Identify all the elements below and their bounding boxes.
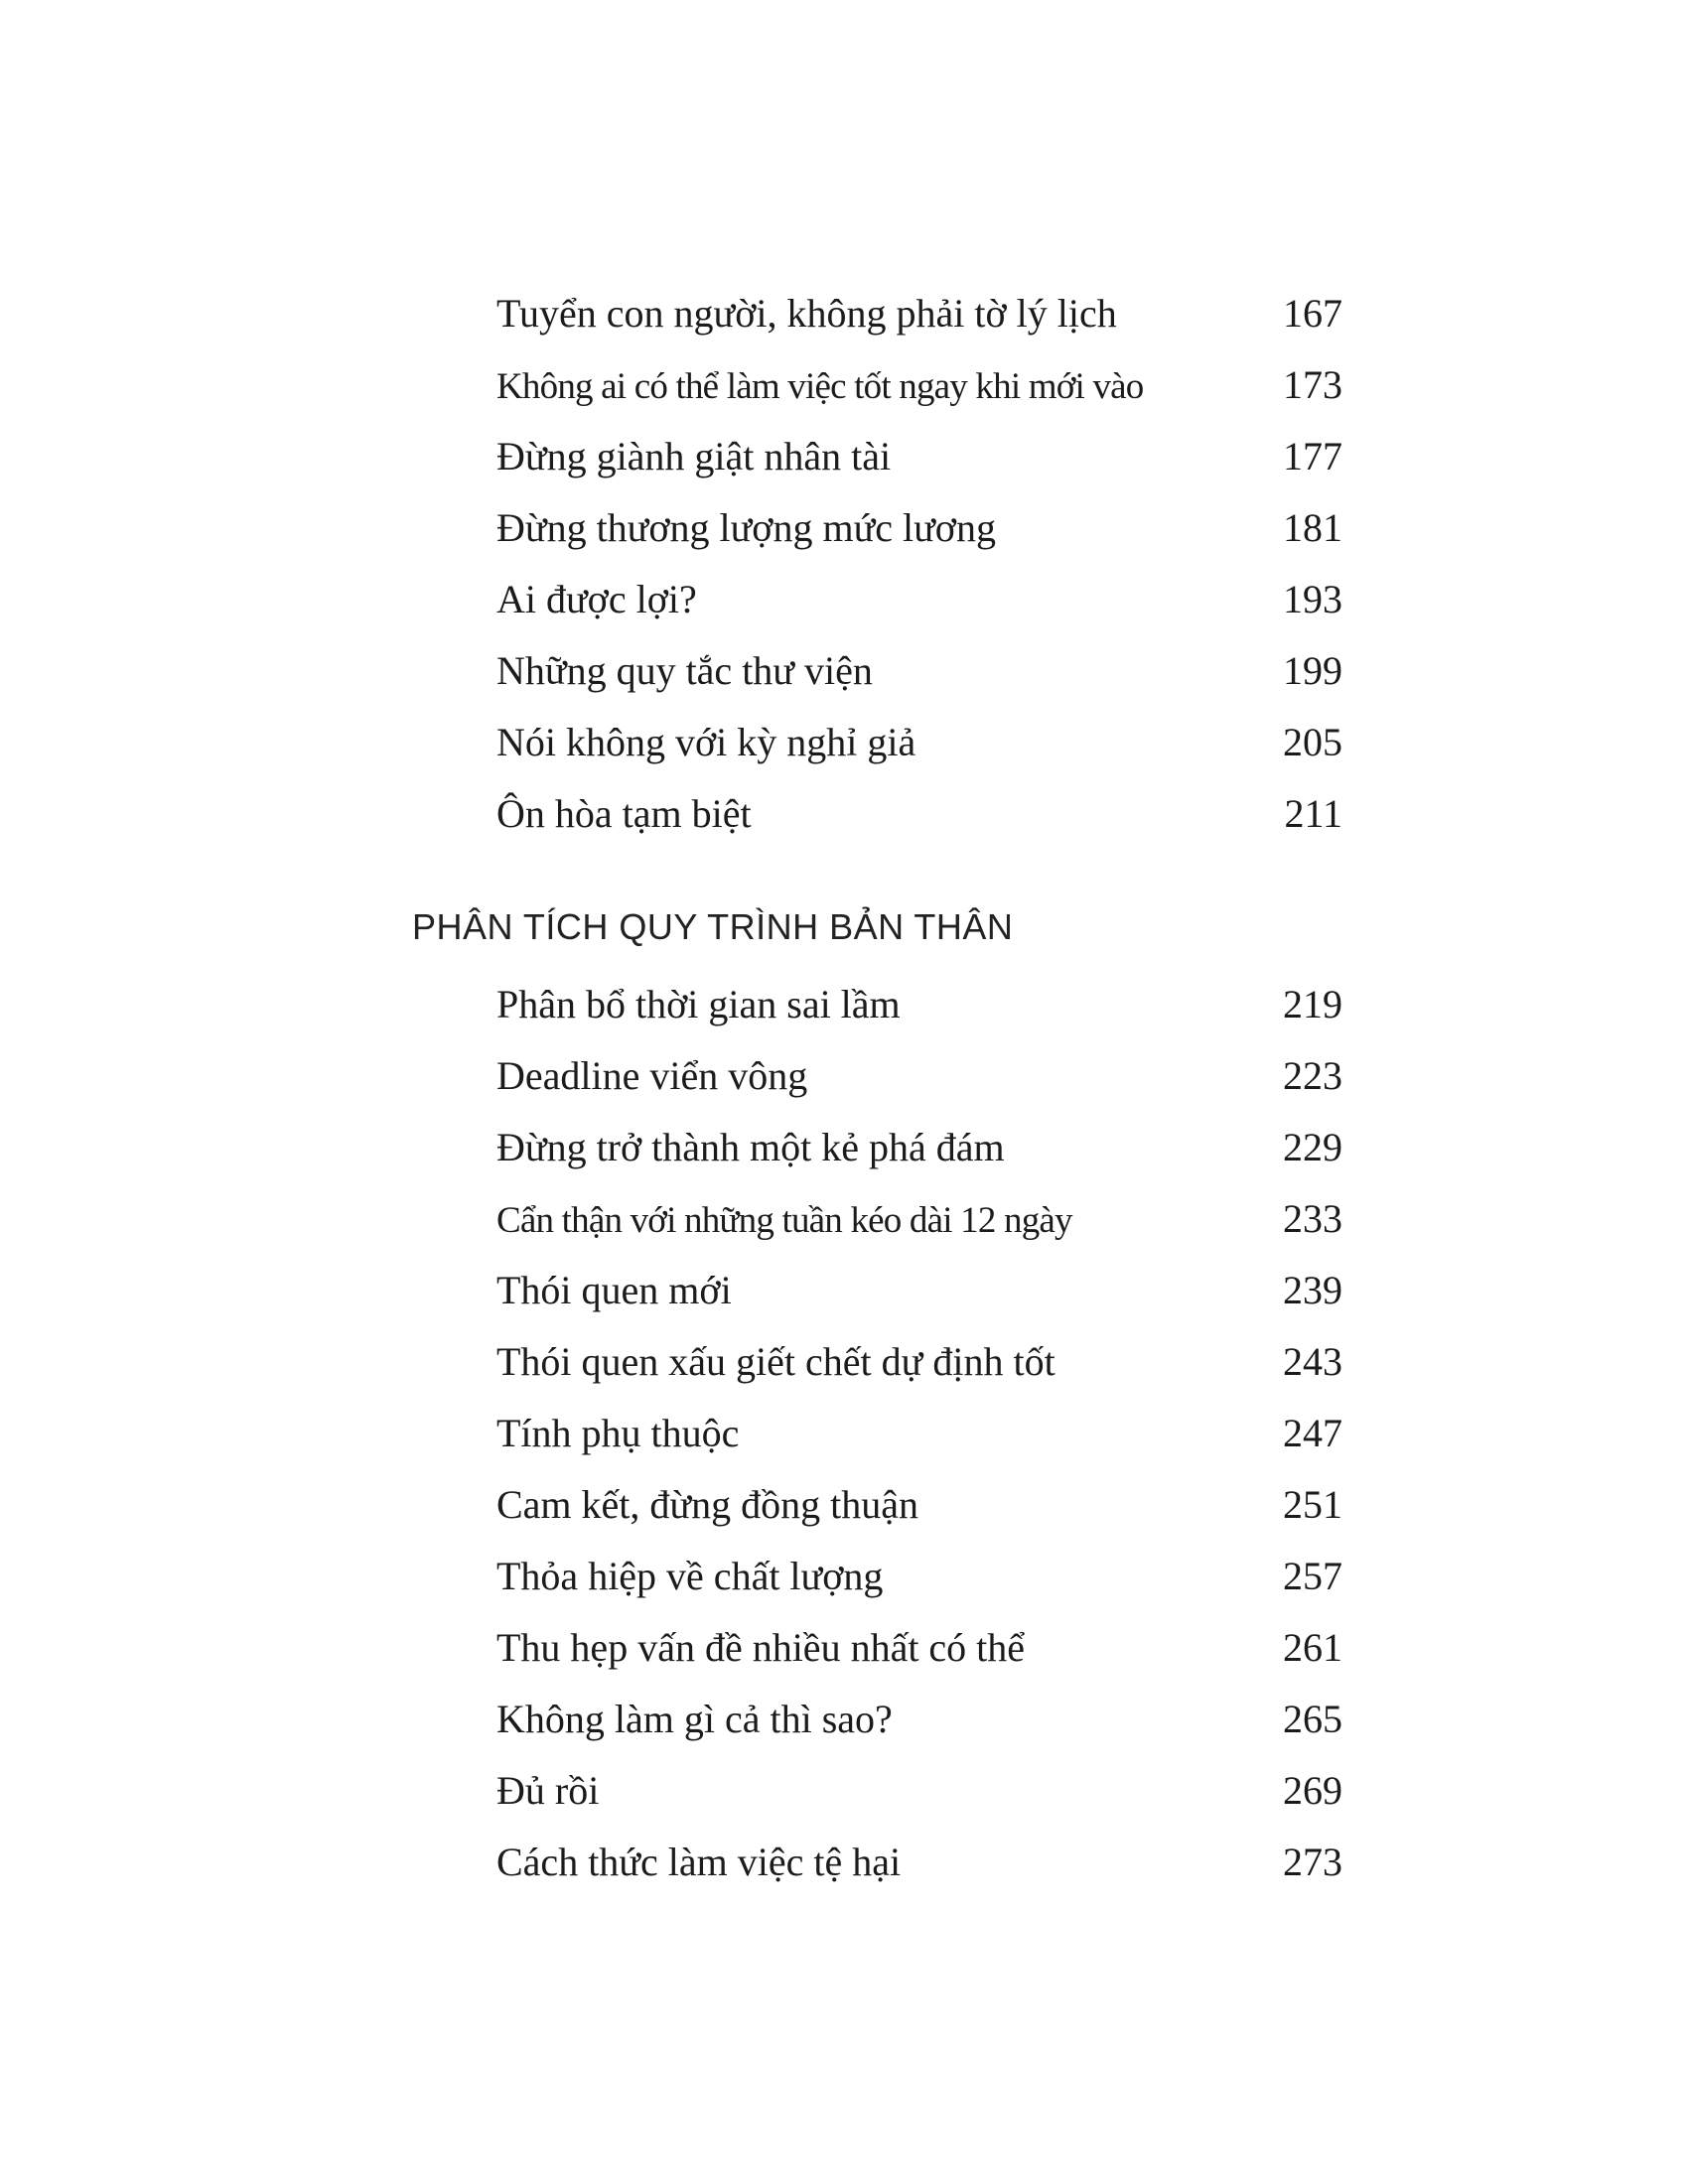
- toc-item-page: 223: [1283, 1053, 1342, 1098]
- section-header: PHÂN TÍCH QUY TRÌNH BẢN THÂN: [412, 906, 1014, 947]
- toc-item: [496, 1183, 1342, 1255]
- toc-item: [496, 278, 1342, 349]
- toc-item-title: Nói không với kỳ nghỉ giả: [496, 720, 916, 764]
- toc-item-page: 199: [1283, 648, 1342, 693]
- toc-item: [496, 635, 1342, 707]
- toc-item-page: 167: [1283, 291, 1342, 336]
- toc-item-page: 177: [1283, 434, 1342, 478]
- toc-item-page: 247: [1283, 1411, 1342, 1455]
- toc-item-page: 233: [1283, 1196, 1342, 1241]
- toc-item-title: Đừng thương lượng mức lương: [496, 505, 996, 550]
- toc-item-title: Tính phụ thuộc: [496, 1411, 740, 1455]
- toc-item: [496, 1684, 1342, 1755]
- toc-item-page: 265: [1283, 1697, 1342, 1741]
- toc-item-page: 251: [1283, 1482, 1342, 1527]
- toc-item-title: Cẩn thận với những tuần kéo dài 12 ngày: [496, 1200, 1072, 1241]
- toc-item-title: Những quy tắc thư viện: [496, 648, 873, 693]
- toc-item: [496, 778, 1342, 850]
- toc-item-title: Thỏa hiệp về chất lượng: [496, 1554, 884, 1598]
- toc-item: [496, 1469, 1342, 1541]
- toc-item-page: 211: [1284, 791, 1342, 836]
- toc-item-page: 239: [1283, 1268, 1342, 1312]
- toc-section-1: [496, 278, 1342, 850]
- toc-item-title: Ai được lợi?: [496, 577, 697, 621]
- toc-item-page: 243: [1283, 1339, 1342, 1384]
- toc-item-page: 173: [1283, 362, 1342, 407]
- toc-item-title: Không làm gì cả thì sao?: [496, 1697, 893, 1741]
- toc-item-page: 269: [1283, 1768, 1342, 1813]
- toc-item-title: Thói quen mới: [496, 1268, 732, 1312]
- toc-item-title: Deadline viển vông: [496, 1053, 808, 1098]
- toc-item: [496, 1255, 1342, 1326]
- toc-item: [496, 1541, 1342, 1612]
- toc-item: [496, 707, 1342, 778]
- toc-item: [496, 349, 1342, 421]
- toc-item-page: 205: [1283, 720, 1342, 764]
- toc-item: [496, 1398, 1342, 1469]
- toc-item-title: Đừng trở thành một kẻ phá đám: [496, 1125, 1005, 1169]
- toc-item-page: 257: [1283, 1554, 1342, 1598]
- toc-item-title: Tuyển con người, không phải tờ lý lịch: [496, 291, 1117, 336]
- toc-item: [496, 1040, 1342, 1112]
- table-of-contents: [412, 278, 1342, 1898]
- toc-item-page: 219: [1283, 982, 1342, 1026]
- toc-item: [496, 1755, 1342, 1827]
- toc-item-title: Đừng giành giật nhân tài: [496, 434, 892, 478]
- toc-section-2: [412, 891, 1342, 1898]
- toc-item-title: Phân bổ thời gian sai lầm: [496, 982, 901, 1026]
- toc-item-title: Thu hẹp vấn đề nhiều nhất có thể: [496, 1625, 1026, 1670]
- toc-item: [496, 564, 1342, 635]
- toc-item-title: Cách thức làm việc tệ hại: [496, 1840, 902, 1884]
- toc-item-title: Không ai có thể làm việc tốt ngay khi mới vào: [496, 366, 1144, 407]
- toc-item: [496, 1827, 1342, 1898]
- toc-item-title: Thói quen xấu giết chết dự định tốt: [496, 1339, 1055, 1384]
- toc-item: [496, 492, 1342, 564]
- toc-item-page: 181: [1283, 505, 1342, 550]
- toc-item-page: 229: [1283, 1125, 1342, 1169]
- toc-item: [496, 1612, 1342, 1684]
- toc-item: [496, 1112, 1342, 1183]
- toc-item-title: Cam kết, đừng đồng thuận: [496, 1482, 918, 1527]
- toc-item: [496, 421, 1342, 492]
- toc-item-page: 193: [1283, 577, 1342, 621]
- toc-item: [496, 969, 1342, 1040]
- toc-item-title: Đủ rồi: [496, 1768, 600, 1813]
- toc-item-title: Ôn hòa tạm biệt: [496, 791, 752, 836]
- toc-item-page: 273: [1283, 1840, 1342, 1884]
- toc-item-page: 261: [1283, 1625, 1342, 1670]
- toc-item: [496, 1326, 1342, 1398]
